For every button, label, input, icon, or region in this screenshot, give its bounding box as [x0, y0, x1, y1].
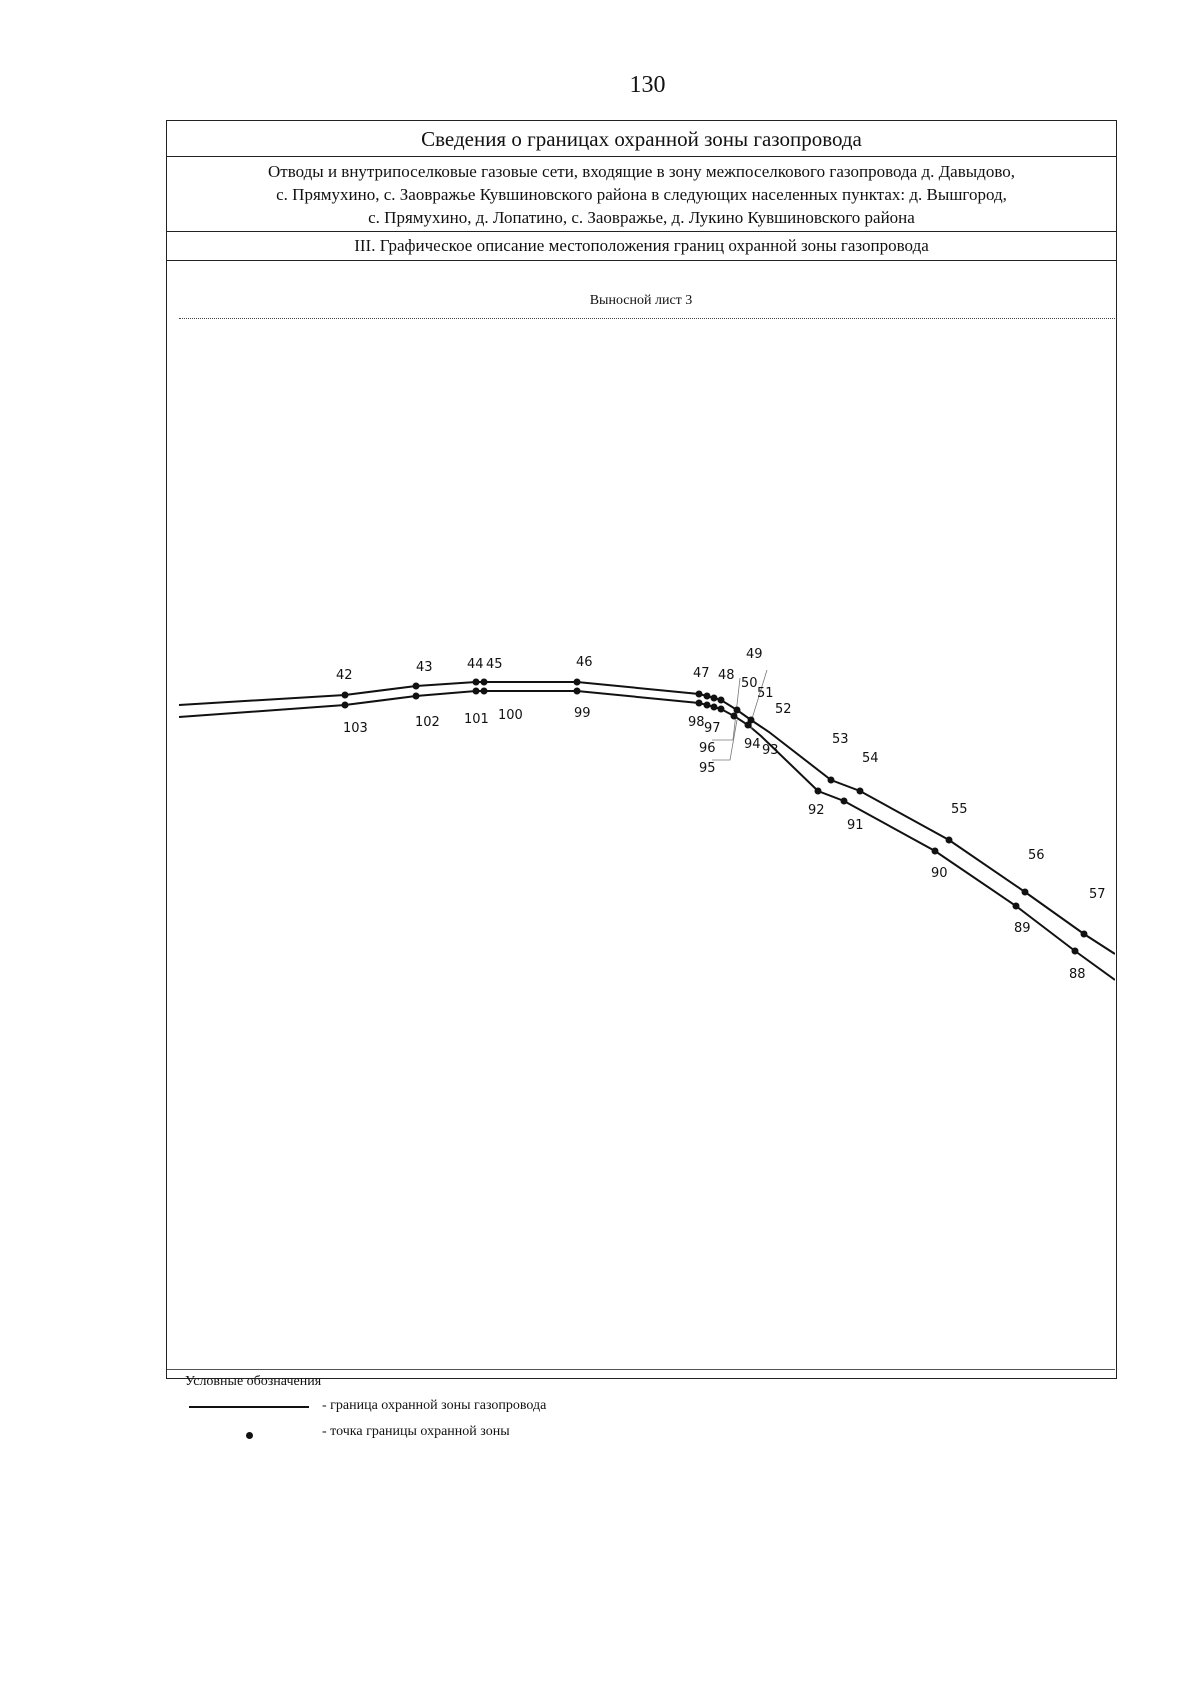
upper-boundary-points — [336, 647, 1106, 938]
boundary-point-49 — [711, 695, 718, 702]
document-description — [167, 157, 1116, 232]
lower-boundary-points — [342, 688, 1086, 983]
boundary-point-label-52: 52 — [775, 702, 792, 717]
boundary-point-label-54: 54 — [862, 751, 879, 766]
boundary-point-label-49: 49 — [746, 647, 763, 662]
boundary-point-98 — [696, 700, 703, 707]
boundary-point-label-92: 92 — [808, 803, 825, 818]
boundary-map — [167, 262, 1115, 1362]
boundary-point-label-101: 101 — [464, 712, 489, 727]
boundary-point-50 — [718, 697, 725, 704]
boundary-point-label-91: 91 — [847, 818, 864, 833]
boundary-point-label-57: 57 — [1089, 887, 1106, 902]
boundary-point-95 — [718, 706, 725, 713]
boundary-point-label-102: 102 — [415, 715, 440, 730]
boundary-point-88 — [1072, 948, 1079, 955]
map-area — [167, 262, 1115, 1439]
legend-point-label: - точка границы охранной зоны — [322, 1424, 510, 1439]
boundary-point-label-97: 97 — [704, 721, 721, 736]
boundary-point-label-100: 100 — [498, 708, 523, 723]
description-line: с. Прямухино, с. Заовражье Кувшиновского района в следующих населенных пунктах: д. Вышгород, — [276, 185, 1007, 204]
boundary-point-55 — [946, 837, 953, 844]
boundary-point-label-96: 96 — [699, 741, 716, 756]
boundary-point-label-95: 95 — [699, 761, 716, 776]
boundary-point-label-55: 55 — [951, 802, 968, 817]
legend-point-symbol — [246, 1432, 253, 1439]
boundary-point-46 — [574, 679, 581, 686]
boundary-point-label-98: 98 — [688, 715, 705, 730]
boundary-point-101 — [473, 688, 480, 695]
boundary-point-label-51: 51 — [757, 686, 774, 701]
boundary-point-label-50: 50 — [741, 676, 758, 691]
boundary-point-label-103: 103 — [343, 721, 368, 736]
section-heading: III. Графическое описание местоположения границ охранной зоны газопровода — [167, 232, 1116, 261]
boundary-point-103 — [342, 702, 349, 709]
legend-line-symbol — [189, 1406, 309, 1408]
boundary-point-91 — [841, 798, 848, 805]
upper-boundary-line — [179, 682, 1115, 954]
legend-title: Условные обозначения — [185, 1374, 322, 1389]
boundary-point-43 — [413, 683, 420, 690]
boundary-point-label-44: 44 — [467, 657, 484, 672]
sheet-title: Выносной лист 3 — [589, 293, 693, 308]
legend-divider — [167, 1369, 1115, 1370]
boundary-point-57 — [1081, 931, 1088, 938]
boundary-point-label-42: 42 — [336, 668, 353, 683]
boundary-point-100 — [481, 688, 488, 695]
boundary-point-54 — [857, 788, 864, 795]
boundary-point-label-46: 46 — [576, 655, 593, 670]
boundary-point-93 — [745, 722, 752, 729]
boundary-point-label-94: 94 — [744, 737, 761, 752]
boundary-point-48 — [704, 693, 711, 700]
boundary-point-label-89: 89 — [1014, 921, 1031, 936]
lower-boundary-line — [179, 691, 1115, 980]
boundary-point-44 — [473, 679, 480, 686]
boundary-point-90 — [932, 848, 939, 855]
boundary-point-89 — [1013, 903, 1020, 910]
boundary-point-94 — [731, 713, 738, 720]
boundary-point-42 — [342, 692, 349, 699]
boundary-point-51 — [734, 707, 741, 714]
boundary-point-97 — [704, 702, 711, 709]
page-number: 130 — [629, 72, 666, 98]
document-frame — [166, 120, 1117, 1439]
boundary-point-label-43: 43 — [416, 660, 433, 675]
boundary-point-label-88: 88 — [1069, 967, 1086, 982]
description-line: Отводы и внутрипоселковые газовые сети, входящие в зону межпоселкового газопровода д. Давыдово, — [268, 162, 1015, 181]
boundary-point-47 — [696, 691, 703, 698]
legend-line-label: - граница охранной зоны газопровода — [322, 1398, 547, 1413]
boundary-point-label-99: 99 — [574, 706, 591, 721]
boundary-point-56 — [1022, 889, 1029, 896]
boundary-point-label-93: 93 — [762, 743, 779, 758]
boundary-point-102 — [413, 693, 420, 700]
document-title: Сведения о границах охранной зоны газопровода — [167, 121, 1116, 157]
boundary-point-99 — [574, 688, 581, 695]
description-line: с. Прямухино, д. Лопатино, с. Заовражье, д. Лукино Кувшиновского района — [368, 208, 915, 227]
boundary-point-label-53: 53 — [832, 732, 849, 747]
boundary-point-label-56: 56 — [1028, 848, 1045, 863]
boundary-point-96 — [711, 704, 718, 711]
boundary-point-45 — [481, 679, 488, 686]
boundary-point-53 — [828, 777, 835, 784]
boundary-point-label-47: 47 — [693, 666, 710, 681]
boundary-point-92 — [815, 788, 822, 795]
boundary-point-label-90: 90 — [931, 866, 948, 881]
boundary-point-label-45: 45 — [486, 657, 503, 672]
boundary-point-label-48: 48 — [718, 668, 735, 683]
